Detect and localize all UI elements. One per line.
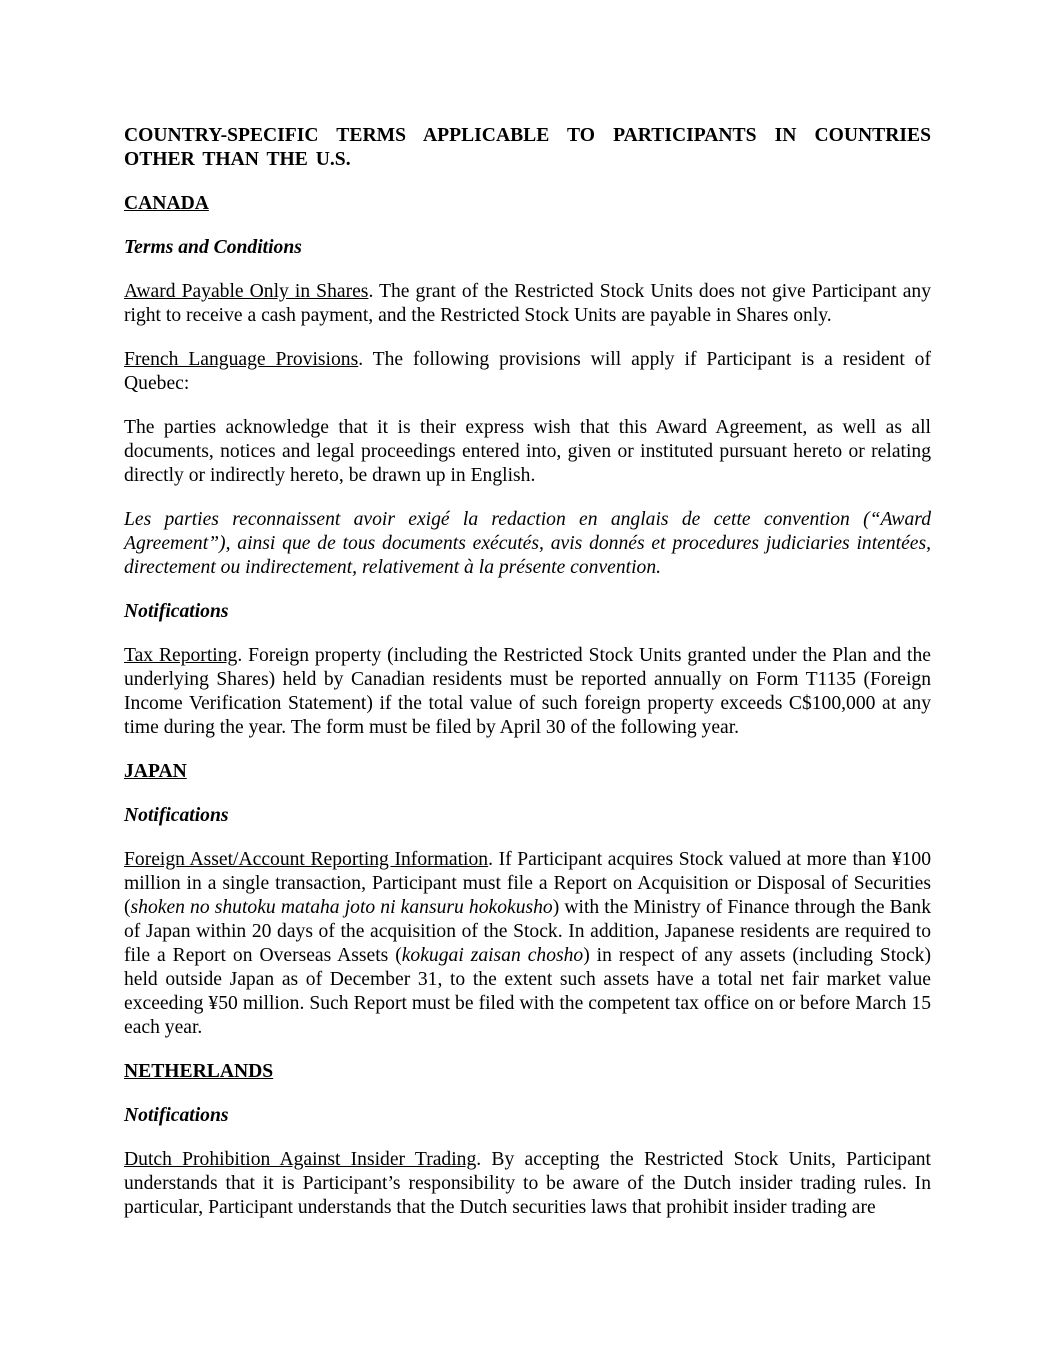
japan-foreign-text-2: ) with the Ministry of Finance through the Bank of Japan within 20 days of the acquisition of the Stock. In addition, Japanese residents are required to file a Report on Overseas Assets (	[124, 897, 932, 966]
canada-award-paragraph	[124, 280, 931, 328]
canada-french-text: . The following provisions will apply if Participant is a resident of Quebec:	[124, 349, 931, 394]
canada-terms-heading: Terms and Conditions	[124, 237, 302, 258]
japan-foreign-label: Foreign Asset/Account Reporting Information	[124, 849, 489, 870]
netherlands-insider-paragraph	[124, 1148, 931, 1220]
canada-french-paragraph	[124, 348, 931, 396]
netherlands-notifications-heading: Notifications	[124, 1105, 229, 1126]
japan-foreign-term-1: shoken no shutoku mataha joto ni kansuru hokokusho	[130, 897, 553, 918]
canada-tax-text: . Foreign property (including the Restricted Stock Units granted under the Plan and the underlying Shares) held by Canadian residents must be reported annually on Form T1135 (Foreign Income Verification Statement) if the total value of such foreign property exceeds C$100,000 at any time during the year. The form must be filed by April 30 of the following year.	[124, 645, 931, 738]
canada-award-text: . The grant of the Restricted Stock Units does not give Participant any right to receive a cash payment, and the Restricted Stock Units are payable in Shares only.	[124, 281, 931, 326]
section-heading-canada: CANADA	[124, 193, 209, 214]
section-heading-japan: JAPAN	[124, 761, 187, 782]
japan-foreign-text-1: . If Participant acquires Stock valued at more than ¥100 million in a single transaction, Participant must file a Report on Acquisition or Disposal of Securities (	[124, 849, 932, 918]
canada-notifications-heading: Notifications	[124, 601, 229, 622]
page-title: COUNTRY-SPECIFIC TERMS APPLICABLE TO PARTICIPANTS IN COUNTRIES OTHER THAN THE U.S.	[124, 125, 931, 170]
canada-award-label: Award Payable Only in Shares	[124, 281, 369, 302]
canada-french-clause: Les parties reconnaissent avoir exigé la redaction en anglais de cette convention (“Award Agreement”), ainsi que de tous documents exécutés, avis donnés et procedures judiciaries intentées, directement ou indirectement, relativement à la présente convention.	[124, 509, 931, 578]
document-page	[124, 124, 931, 1240]
japan-foreign-paragraph	[124, 848, 931, 1040]
netherlands-insider-text: . By accepting the Restricted Stock Units, Participant understands that it is Participant’s responsibility to be aware of the Dutch insider trading rules. In particular, Participant understands that the Dutch securities laws that prohibit insider trading are	[124, 1149, 931, 1218]
canada-tax-label: Tax Reporting	[124, 645, 238, 666]
canada-tax-paragraph	[124, 644, 931, 740]
japan-notifications-heading: Notifications	[124, 805, 229, 826]
canada-french-label: French Language Provisions	[124, 349, 359, 370]
netherlands-insider-label: Dutch Prohibition Against Insider Trading	[124, 1149, 477, 1170]
section-heading-netherlands: NETHERLANDS	[124, 1061, 274, 1082]
japan-foreign-text-3: ) in respect of any assets (including Stock) held outside Japan as of December 31, to the extent such assets have a total net fair market value exceeding ¥50 million. Such Report must be filed with the competent tax office on or before March 15 each year.	[124, 945, 931, 1038]
japan-foreign-term-2: kokugai zaisan chosho	[401, 945, 584, 966]
canada-english-clause: The parties acknowledge that it is their express wish that this Award Agreement, as well as all documents, notices and legal proceedings entered into, given or instituted pursuant hereto or relating directly or indirectly hereto, be drawn up in English.	[124, 417, 931, 486]
